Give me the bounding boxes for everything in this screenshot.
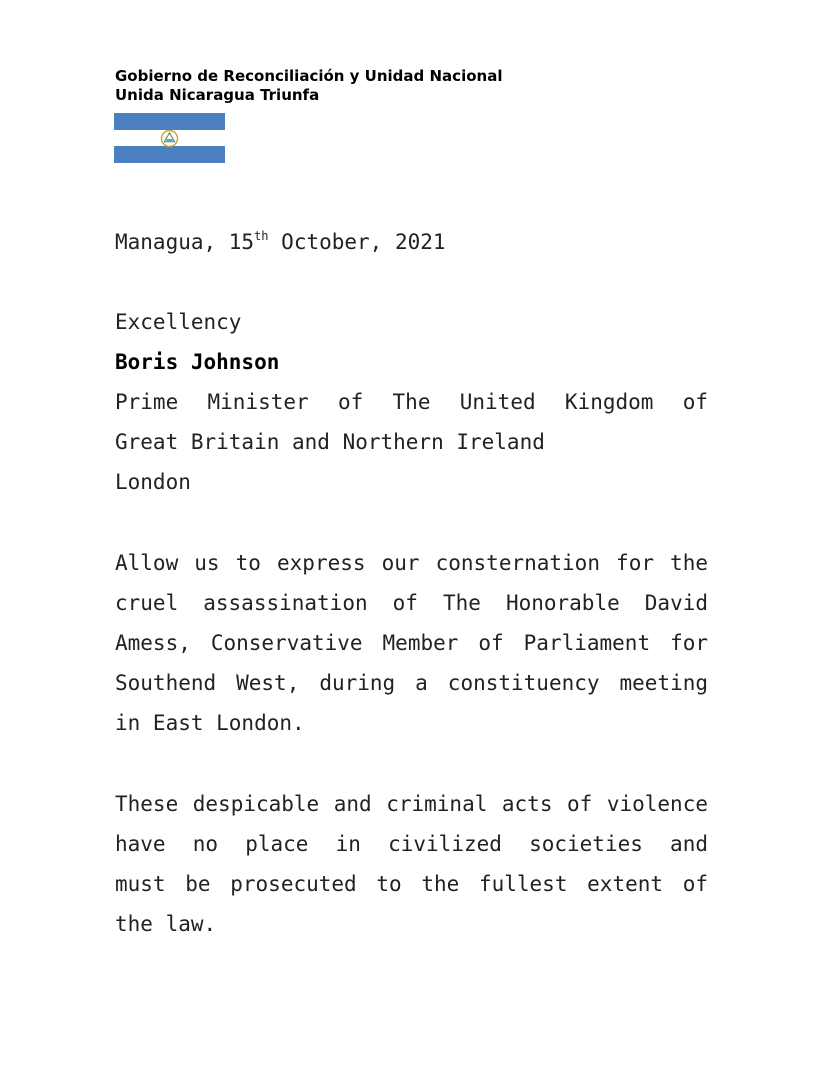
paragraph-line: These despicable and criminal acts of violence — [115, 792, 708, 816]
paragraph-line: Southend West, during a constituency meeting — [115, 671, 708, 696]
letterhead — [115, 67, 502, 105]
date-rest: October, 2021 — [268, 230, 446, 254]
paragraph-line: have no place in civilized societies and — [115, 832, 708, 857]
date-ordinal-suffix: th — [254, 229, 269, 243]
date-prefix: Managua, 15 — [115, 230, 255, 254]
recipient-city: London — [115, 470, 191, 495]
paragraph-line: the law. — [115, 912, 217, 937]
recipient-name: Boris Johnson — [115, 350, 280, 375]
salutation: Excellency — [115, 310, 242, 334]
paragraph-line: cruel assassination of The Honorable David — [115, 591, 708, 616]
recipient-title-line-1: Prime Minister of The United Kingdom of — [115, 390, 708, 415]
paragraph-condolence — [115, 543, 708, 743]
addressee-block — [115, 302, 708, 502]
government-name: Gobierno de Reconciliación y Unidad Nacional — [115, 67, 503, 85]
paragraph-line: Allow us to express our consternation for the — [115, 551, 708, 575]
recipient-title-line-2: Great Britain and Northern Ireland — [115, 430, 545, 455]
paragraph-condemnation — [115, 784, 708, 944]
paragraph-line: Amess, Conservative Member of Parliament for — [115, 631, 708, 656]
paragraph-line: must be prosecuted to the fullest extent of — [115, 872, 708, 897]
government-slogan: Unida Nicaragua Triunfa — [115, 86, 320, 104]
nicaragua-flag-icon — [114, 113, 225, 163]
letter-date — [115, 222, 708, 262]
paragraph-line: in East London. — [115, 711, 305, 736]
coat-of-arms-icon — [159, 128, 180, 149]
